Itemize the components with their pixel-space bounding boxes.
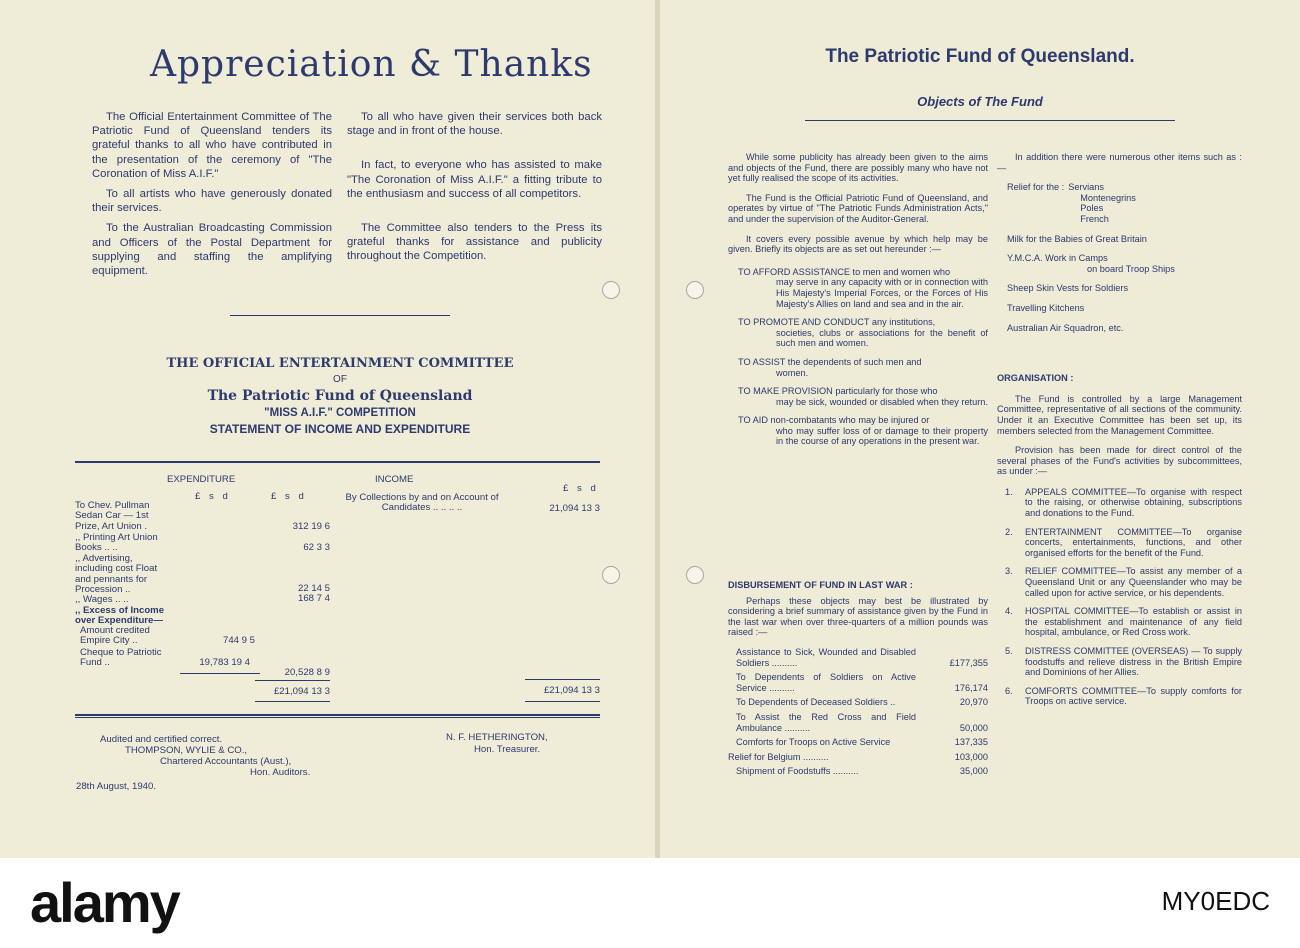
paragraph: The Committee also tenders to the Press its grateful thanks for assistance and publicity throughout the Competition. bbox=[347, 222, 602, 263]
paragraph: Perhaps these objects may best be illustrated by considering a brief summary of assistance given by the Fund in the last war when over three-quarters of a million pounds was raised :— bbox=[728, 595, 988, 638]
disbursement-heading: DISBURSEMENT OF FUND IN LAST WAR : bbox=[728, 580, 913, 590]
heading-2: OF bbox=[333, 374, 347, 385]
total-rule bbox=[525, 701, 600, 702]
object-text: who may suffer loss of or damage to their property in the course of any operations in the present war. bbox=[776, 425, 988, 447]
committee-number: 3. bbox=[1005, 566, 1013, 577]
committee-text: RELIEF COMMITTEE—To assist any member of a Queensland Unit or any Queenslander who may be called upon for active service, or his dependents. bbox=[1025, 566, 1242, 598]
statement-table bbox=[75, 466, 600, 706]
object-item bbox=[728, 415, 988, 447]
committee-item bbox=[1005, 606, 1242, 638]
relief-item: Servians bbox=[1068, 182, 1104, 193]
disbursement-value: 20,970 bbox=[959, 697, 988, 708]
paragraph: It covers every possible avenue by which help may be given. Briefly its objects are as set out hereunder :— bbox=[728, 233, 988, 255]
disbursement-value: 137,335 bbox=[954, 737, 988, 748]
committee-list bbox=[997, 487, 1242, 707]
committee-text: HOSPITAL COMMITTEE—To establish or assist in the establishment and maintenance of any field hospital, ambulance, or Red Cross work. bbox=[1025, 606, 1242, 638]
punch-hole bbox=[602, 281, 620, 299]
disbursement-value: 103,000 bbox=[954, 751, 988, 762]
exp-item: ,, Advertising, including cost Float and pennants for Procession .. bbox=[75, 553, 158, 595]
wavy-divider bbox=[230, 313, 450, 316]
paragraph: In fact, to everyone who has assisted to make "The Coronation of Miss A.I.F." a fitting tribute to the enthusiasm and success of all competitors. bbox=[347, 159, 602, 200]
statement-heading bbox=[100, 356, 580, 436]
divider bbox=[805, 120, 1175, 121]
heading-4: "MISS A.I.F." COMPETITION bbox=[264, 407, 416, 419]
committee-text: ENTERTAINMENT COMMITTEE—To organise concerts, entertainments, functions, and other organised efforts for the benefit of the Fund. bbox=[1025, 526, 1242, 558]
alamy-logo: alamy bbox=[30, 871, 179, 934]
committee-number: 6. bbox=[1005, 685, 1013, 696]
audit-line: Chartered Accountants (Aust.), bbox=[160, 756, 292, 767]
thanks-column-1 bbox=[92, 110, 332, 284]
committee-item bbox=[1005, 527, 1242, 559]
paragraph: While some publicity has already been given to the aims and objects of the Fund, there are possibly many who have not yet fully realised the scope of its activities. bbox=[728, 152, 988, 184]
other-item: Milk for the Babies of Great Britain bbox=[1007, 233, 1147, 244]
exp-amount: 22 14 5 bbox=[297, 583, 330, 594]
paragraph: To all who have given their services both back stage and in front of the house. bbox=[347, 111, 602, 138]
divider bbox=[75, 717, 600, 718]
excess-label: ,, Excess of Income over Expenditure— bbox=[75, 605, 165, 627]
income-amount: 21,094 13 3 bbox=[549, 503, 600, 514]
punch-hole bbox=[686, 566, 704, 584]
fund-title: The Patriotic Fund of Queensland. bbox=[825, 46, 1135, 67]
audit-line: Audited and certified correct. bbox=[100, 734, 223, 745]
disbursement-label: To Assist the Red Cross and Field Ambulance .......... bbox=[736, 711, 916, 733]
object-item bbox=[728, 267, 988, 309]
expenditure-total: £21,094 13 3 bbox=[273, 686, 330, 697]
disbursement-value: 35,000 bbox=[959, 766, 988, 777]
disbursement-label: Shipment of Foodstuffs .......... bbox=[736, 766, 859, 777]
disbursement-row bbox=[728, 737, 988, 748]
object-lead: TO AID non-combatants who may be injured or bbox=[738, 415, 930, 426]
excess-total: 20,528 8 9 bbox=[284, 667, 330, 678]
disbursement-label: To Dependents of Soldiers on Active Service .......... bbox=[736, 672, 916, 693]
object-text: may be sick, wounded or disabled when they return. bbox=[776, 396, 988, 407]
disbursement-section bbox=[728, 580, 988, 781]
committee-item bbox=[1005, 686, 1242, 707]
object-text: women. bbox=[776, 367, 809, 378]
heading-3: The Patriotic Fund of Queensland bbox=[207, 388, 473, 404]
disbursement-row bbox=[728, 752, 988, 763]
other-item: Australian Air Squadron, etc. bbox=[1007, 322, 1124, 333]
other-item: Sheep Skin Vests for Soldiers bbox=[1007, 283, 1129, 294]
object-item bbox=[728, 317, 988, 349]
paragraph: To all artists who have generously donated their services. bbox=[92, 188, 332, 215]
right-page bbox=[660, 0, 1300, 858]
relief-label: Relief for the : bbox=[1007, 182, 1065, 193]
disbursement-value: £177,355 bbox=[949, 657, 988, 668]
disbursement-row bbox=[728, 766, 988, 777]
disbursement-row bbox=[728, 672, 988, 693]
objects-column bbox=[728, 152, 988, 455]
treasurer-title: Hon. Treasurer. bbox=[474, 744, 541, 755]
stock-footer bbox=[0, 858, 1300, 948]
exp-item: ,, Printing Art Union Books .. .. bbox=[75, 532, 158, 554]
objects-subtitle: Objects of The Fund bbox=[917, 94, 1043, 109]
paragraph: To the Australian Broadcasting Commission and Officers of the Postal Department for supplying and staffing the amplifying equipment. bbox=[92, 222, 332, 278]
other-item: Y.M.C.A. Work in Camps bbox=[1007, 253, 1108, 264]
left-page bbox=[0, 0, 656, 858]
income-total: £21,094 13 3 bbox=[543, 685, 600, 696]
object-lead: TO PROMOTE AND CONDUCT any institutions, bbox=[738, 317, 936, 328]
excess-amount: 744 9 5 bbox=[222, 635, 255, 646]
heading-5: STATEMENT OF INCOME AND EXPENDITURE bbox=[209, 422, 471, 436]
punch-hole bbox=[602, 566, 620, 584]
excess-amount: 19,783 19 4 bbox=[199, 657, 250, 668]
other-items-column bbox=[997, 152, 1242, 715]
paragraph: In addition there were numerous other items such as :— bbox=[997, 152, 1242, 173]
income-header: INCOME bbox=[375, 474, 414, 485]
object-item bbox=[728, 357, 988, 378]
other-items bbox=[997, 234, 1242, 334]
disbursement-label: To Dependents of Deceased Soldiers .. bbox=[736, 697, 896, 708]
committee-item bbox=[1005, 487, 1242, 519]
paragraph: Provision has been made for direct control of the several phases of the Fund's activities by subcommittees, as under :— bbox=[997, 445, 1242, 477]
committee-number: 5. bbox=[1005, 646, 1013, 656]
total-rule bbox=[255, 701, 330, 702]
other-item: on board Troop Ships bbox=[1087, 263, 1175, 274]
committee-item bbox=[1005, 646, 1242, 678]
committee-text: APPEALS COMMITTEE—To organise with respect to the raising, or otherwise obtaining, subscriptions and donations to the Fund. bbox=[1025, 486, 1242, 519]
statement-date: 28th August, 1940. bbox=[76, 781, 157, 792]
committee-item bbox=[1005, 566, 1242, 598]
exp-amount: 312 19 6 bbox=[292, 521, 330, 532]
disbursement-label: Relief for Belgium .......... bbox=[728, 751, 829, 762]
paragraph: The Fund is controlled by a large Management Committee, representative of all sections of the community. Under it an Executive Committee has been set up, its members selected from the Management Committee. bbox=[997, 393, 1242, 436]
auditor-name: THOMPSON, WYLIE & CO., bbox=[125, 745, 248, 756]
disbursement-value: 176,174 bbox=[954, 682, 988, 693]
thanks-column-2 bbox=[347, 110, 602, 270]
disbursement-label: Assistance to Sick, Wounded and Disabled Soldiers .......... bbox=[736, 646, 916, 668]
object-text: societies, clubs or associations for the benefit of such men and women. bbox=[776, 327, 988, 349]
exp-item: ,, Wages .. .. bbox=[75, 594, 129, 605]
excess-item: Amount credited Empire City .. bbox=[80, 625, 150, 647]
paragraph: The Official Entertainment Committee of The Patriotic Fund of Queensland tenders its grateful thanks to all who have contributed in the presentation of the ceremony of "The Coronation of Miss A.I.F." bbox=[92, 111, 332, 180]
audit-line: Hon. Auditors. bbox=[250, 767, 311, 778]
image-id: MY0EDC bbox=[1161, 886, 1270, 916]
total-rule bbox=[255, 680, 330, 681]
committee-text: COMFORTS COMMITTEE—To supply comforts for Troops on active service. bbox=[1025, 685, 1242, 707]
committee-text: DISTRESS COMMITTEE (OVERSEAS) — To supply foodstuffs and relieve distress in the British Empire and Dominions of her Allies. bbox=[1025, 646, 1242, 678]
heading-1: THE OFFICIAL ENTERTAINMENT COMMITTEE bbox=[166, 356, 514, 371]
disbursement-row bbox=[728, 697, 988, 708]
committee-number: 4. bbox=[1005, 606, 1013, 617]
treasurer-name: N. F. HETHERINGTON, bbox=[446, 732, 548, 743]
total-rule bbox=[525, 679, 600, 680]
exp-amount: 168 7 4 bbox=[297, 593, 330, 604]
relief-item: Montenegrins bbox=[1080, 192, 1136, 203]
object-item bbox=[728, 386, 988, 407]
disbursement-value: 50,000 bbox=[959, 722, 988, 733]
treasurer-block bbox=[446, 732, 548, 756]
relief-block bbox=[997, 182, 1242, 224]
disbursement-list bbox=[728, 647, 988, 777]
appreciation-title: Appreciation & Thanks bbox=[150, 44, 593, 85]
disbursement-row bbox=[728, 712, 988, 733]
committee-number: 2. bbox=[1005, 526, 1013, 537]
exp-amount: 62 3 3 bbox=[303, 542, 330, 553]
relief-item: French bbox=[1080, 213, 1109, 224]
exp-item: To Chev. Pullman Sedan Car — 1st Prize, Art Union . bbox=[75, 500, 150, 532]
subtotal-rule bbox=[180, 673, 260, 674]
object-lead: TO MAKE PROVISION particularly for those who bbox=[738, 386, 938, 397]
disbursement-label: Comforts for Troops on Active Service bbox=[736, 737, 891, 748]
other-item: Travelling Kitchens bbox=[1007, 302, 1085, 313]
lsd-header: £ s d bbox=[195, 491, 228, 502]
disbursement-row bbox=[728, 647, 988, 668]
organisation-heading: ORGANISATION : bbox=[997, 373, 1074, 384]
divider bbox=[75, 714, 600, 716]
committee-number: 1. bbox=[1005, 486, 1013, 497]
object-text: may serve in any capacity with or in connection with His Majesty's Imperial Forces, or the Forces of His Majesty's Allies on land and sea and in the air. bbox=[776, 277, 988, 309]
expenditure-header: EXPENDITURE bbox=[167, 474, 236, 485]
income-item: By Collections by and on Account of Candidates .. .. .. .. bbox=[345, 492, 499, 514]
divider bbox=[75, 461, 600, 463]
paragraph: The Fund is the Official Patriotic Fund of Queensland, and operates by virtue of "The Patriotic Funds Administration Acts," and under the supervision of the Auditor-General. bbox=[728, 192, 988, 224]
lsd-header: £ s d bbox=[563, 483, 596, 494]
excess-item: Cheque to Patriotic Fund .. bbox=[80, 647, 162, 669]
lsd-header: £ s d bbox=[271, 491, 304, 502]
relief-item: Poles bbox=[1080, 203, 1104, 214]
audit-block bbox=[100, 734, 310, 778]
punch-hole bbox=[686, 281, 704, 299]
object-lead: TO AFFORD ASSISTANCE to men and women who bbox=[738, 266, 951, 277]
object-lead: TO ASSIST the dependents of such men and bbox=[738, 356, 922, 367]
